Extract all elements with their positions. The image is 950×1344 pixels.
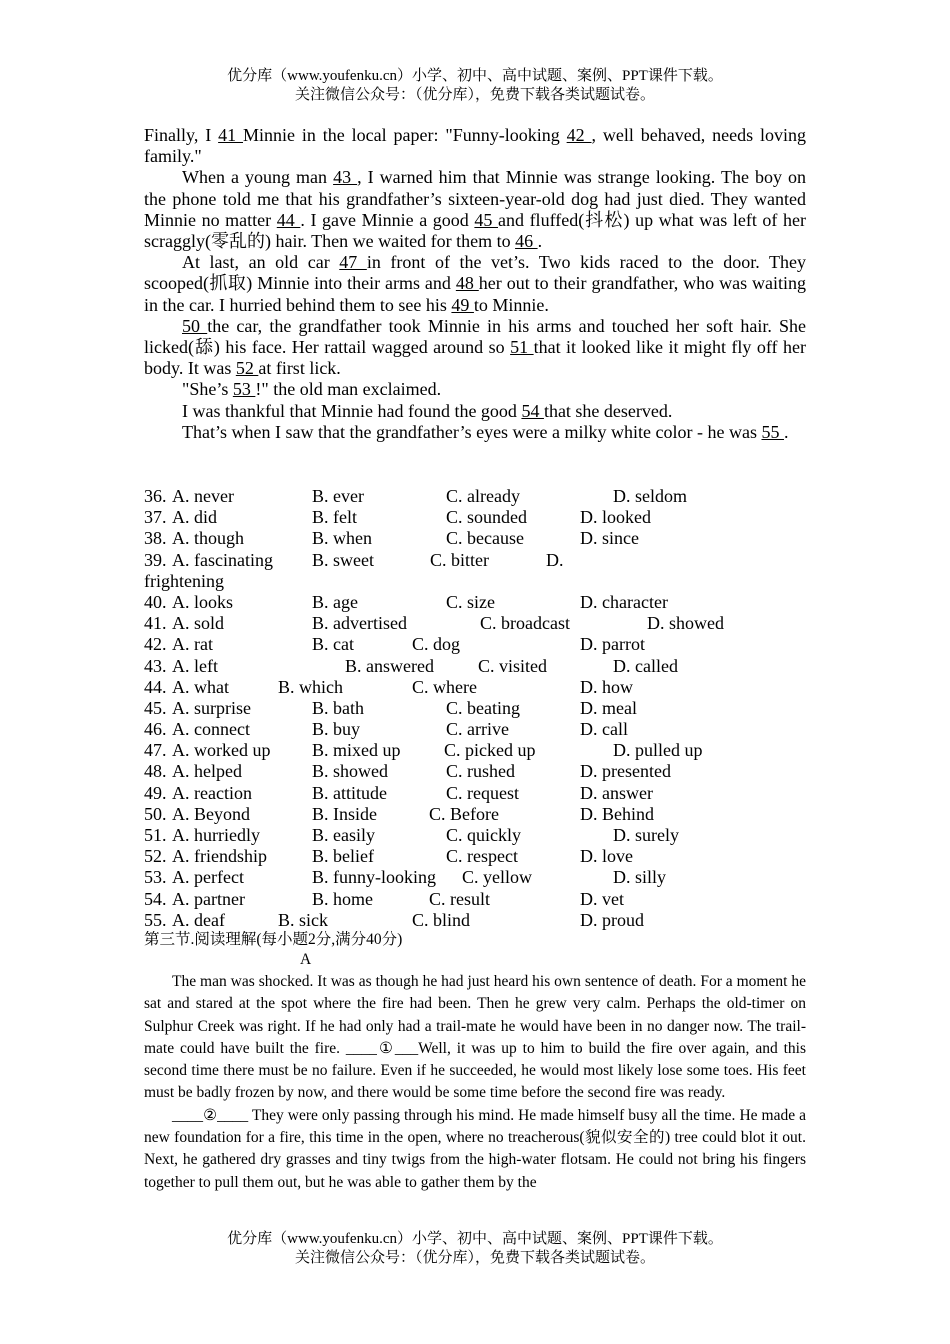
story-text: to Minnie. [473, 294, 549, 315]
option-d: D. meal [580, 697, 637, 718]
story-text: , well behaved, needs loving family." [144, 125, 807, 167]
question-number: 52. [144, 846, 167, 867]
option-c: C. dog [412, 634, 461, 655]
blank-42: 42 [566, 125, 592, 145]
option-c: C. already [446, 486, 520, 506]
blank-51: 51 [510, 337, 534, 358]
question-row [144, 761, 806, 782]
question-number: 54. [144, 888, 167, 909]
blank-46: 46 [515, 231, 538, 252]
option-c: C. picked up [444, 740, 536, 761]
option-c: C. broadcast [480, 613, 570, 634]
option-b: B. age [312, 591, 358, 612]
story-text: I was thankful that Minnie had found the good [182, 400, 522, 421]
passage-paragraph-2 [144, 1105, 806, 1194]
option-c: C. where [412, 676, 477, 697]
story-text: !" the old man exclaimed. [255, 379, 442, 400]
passage-text: Well, it was up to him to build the fire over again, and this second time there must be no failure. Even if he succeeded, he would most likely lose some toes. His feet must be badly frozen by now, and there would be some time before the second fire was ready. [144, 1039, 806, 1102]
reading-passage-a [144, 971, 806, 1194]
question-number: 48. [144, 761, 167, 782]
option-d: D. pulled up [613, 740, 703, 761]
question-row-wrap [144, 571, 806, 592]
cloze-story [144, 125, 806, 443]
option-b: B. sweet [312, 549, 374, 570]
blank-45: 45 [474, 209, 498, 230]
option-b: B. which [278, 676, 343, 697]
option-c: C. blind [412, 909, 471, 930]
question-number: 36. [144, 486, 167, 506]
question-row [144, 804, 806, 825]
passage-paragraph-1 [144, 971, 806, 1105]
story-text: and fluffed(抖松) up what was left of her scraggly(零乱的) hair. Then we waited for them to [144, 209, 806, 252]
question-number: 45. [144, 697, 167, 718]
blank-52: 52 [235, 358, 259, 379]
story-paragraph-4 [144, 316, 806, 380]
option-a: A. Beyond [172, 803, 250, 824]
page-header [0, 67, 950, 105]
option-c: C. arrive [446, 719, 509, 740]
option-a: A. left [172, 655, 218, 676]
gap-2: ____②____ [172, 1106, 249, 1124]
option-b: B. attitude [312, 782, 387, 803]
option-d: D. seldom [613, 486, 687, 506]
story-text: her out to their grandfather, who was waiting in the car. I hurried behind them to see his [144, 273, 807, 315]
option-a: A. fascinating [172, 549, 273, 570]
passage-label: A [300, 951, 312, 968]
option-c: C. size [446, 591, 495, 612]
story-text: Minnie in the local paper: "Funny-looking [243, 125, 567, 145]
story-text: that it looked like it might fly off her body. It was [144, 337, 807, 379]
question-row [144, 910, 806, 931]
option-b: B. Inside [312, 803, 377, 824]
question-number: 44. [144, 676, 167, 697]
header-line-2: 关注微信公众号：（优分库），免费下载各类试题试卷。 [294, 87, 655, 103]
question-row [144, 550, 806, 571]
option-d: D. Behind [580, 803, 654, 824]
option-d: D. character [580, 591, 668, 612]
option-c: C. beating [446, 697, 520, 718]
option-d: D. looked [580, 507, 651, 528]
question-number: 47. [144, 740, 167, 761]
question-row [144, 783, 806, 804]
question-row [144, 634, 806, 655]
question-number: 51. [144, 825, 167, 845]
option-a: A. deaf [172, 909, 225, 930]
option-b: B. advertised [312, 613, 407, 634]
option-c: C. quickly [446, 825, 521, 845]
option-c: C. request [446, 782, 519, 803]
story-paragraph-1 [144, 125, 806, 167]
option-c: C. because [446, 528, 524, 549]
option-b: B. bath [312, 697, 364, 718]
question-row [144, 698, 806, 719]
page-footer [0, 1230, 950, 1268]
blank-44: 44 [276, 209, 301, 230]
question-row [144, 889, 806, 910]
gap-1: ____①___ [345, 1039, 419, 1057]
question-number: 55. [144, 909, 167, 930]
blank-53: 53 [232, 379, 256, 400]
option-b: B. answered [345, 655, 434, 676]
question-row [144, 825, 806, 846]
option-a: A. worked up [172, 740, 271, 761]
answer-options [144, 486, 806, 931]
option-a: A. connect [172, 719, 250, 740]
story-paragraph-5 [144, 379, 806, 400]
blank-47: 47 [339, 252, 367, 273]
option-d: D. answer [580, 782, 653, 803]
story-text: "She’s [182, 379, 233, 400]
question-row [144, 507, 806, 528]
blank-43: 43 [333, 167, 358, 188]
option-c: C. visited [478, 655, 548, 676]
story-text: At last, an old car [182, 252, 340, 273]
option-d: D. parrot [580, 634, 645, 655]
option-d: D. surely [613, 825, 679, 845]
option-d: D. presented [580, 761, 671, 782]
option-a: A. sold [172, 613, 225, 634]
story-text: . [537, 231, 543, 252]
story-text: in front of the vet’s. Two kids raced to the door. They scooped(抓取) Minnie into their arms and [144, 252, 806, 294]
option-b: B. funny-looking [312, 867, 436, 888]
option-b: B. when [312, 528, 372, 549]
question-number: 50. [144, 803, 167, 824]
option-b: B. buy [312, 719, 361, 740]
option-c: C. rushed [446, 761, 515, 782]
question-row [144, 486, 806, 507]
blank-41: 41 [218, 125, 243, 145]
question-number: 42. [144, 634, 167, 655]
option-a: A. rat [172, 634, 213, 655]
story-text: When a young man [182, 167, 334, 188]
blank-49: 49 [451, 294, 474, 315]
option-c: C. Before [429, 803, 499, 824]
option-a: A. though [172, 528, 244, 549]
story-paragraph-2 [144, 167, 806, 252]
option-c: C. sounded [446, 507, 527, 528]
option-a: A. perfect [172, 867, 244, 888]
question-number: 41. [144, 613, 167, 634]
question-number: 39. [144, 549, 167, 570]
story-text: , I warned him that Minnie was strange looking. The boy on the phone told me that his grandfather’s sixteen-year-old dog had just died. They wanted Minnie no matter [144, 167, 806, 230]
story-paragraph-6 [144, 401, 806, 422]
option-d: D. called [613, 655, 678, 676]
option-d: D. silly [613, 867, 667, 888]
option-d: D. vet [580, 888, 624, 909]
option-b: B. sick [278, 909, 329, 930]
question-row [144, 613, 806, 634]
story-text: . [783, 421, 789, 442]
question-number: 38. [144, 528, 167, 549]
question-number: 37. [144, 507, 167, 528]
footer-line-2: 关注微信公众号：（优分库），免费下载各类试题试卷。 [294, 1250, 655, 1266]
question-row [144, 677, 806, 698]
story-text: that she deserved. [543, 400, 673, 421]
option-b: B. home [312, 888, 373, 909]
story-paragraph-3 [144, 252, 806, 316]
question-number: 49. [144, 782, 167, 803]
option-d: D. [546, 549, 564, 570]
option-a: A. partner [172, 888, 245, 909]
story-text: the car, the grandfather took Minnie in his arms and touched her soft hair. She licked(舔) his face. Her rattail wagged around so [144, 315, 807, 358]
option-a: A. what [172, 676, 229, 697]
option-a: A. friendship [172, 846, 267, 867]
question-row [144, 528, 806, 549]
blank-54: 54 [521, 400, 544, 421]
question-number: 40. [144, 591, 167, 612]
passage-text: They were only passing through his mind. He made himself busy all the time. He made a new foundation for a fire, this time in the open, where no treacherous(貌似安全的) tree could blot it out. Next, he gathered dry grasses and tiny twigs from the high-water flotsam. He could not bring his fingers together to pull them out, but he was able to gather them by the [144, 1106, 806, 1191]
question-row [144, 740, 806, 761]
story-text: Finally, I [144, 125, 219, 145]
option-a: A. helped [172, 761, 242, 782]
section-title: 第三节.阅读理解(每小题2分,满分40分) [144, 931, 403, 948]
question-number: 53. [144, 867, 167, 888]
question-row [144, 656, 806, 677]
option-d-wrapped-text: frightening [144, 570, 224, 591]
option-a: A. hurriedly [172, 825, 260, 845]
question-row [144, 846, 806, 867]
question-row [144, 867, 806, 888]
blank-50: 50 [182, 315, 208, 336]
option-d: D. proud [580, 909, 644, 930]
option-a: A. did [172, 507, 217, 528]
footer-line-1: 优分库（www.youfenku.cn）小学、初中、高中试题、案例、PPT课件下载。 [227, 1231, 723, 1247]
story-paragraph-7 [144, 422, 806, 443]
option-b: B. cat [312, 634, 354, 655]
story-text: . I gave Minnie a good [300, 209, 475, 230]
question-number: 43. [144, 655, 167, 676]
option-c: C. yellow [462, 867, 532, 888]
option-b: B. showed [312, 761, 388, 782]
blank-48: 48 [455, 273, 479, 294]
option-d: D. love [580, 846, 633, 867]
question-row [144, 719, 806, 740]
option-b: B. easily [312, 825, 375, 845]
question-row [144, 592, 806, 613]
option-a: A. reaction [172, 782, 252, 803]
option-a: A. surprise [172, 697, 251, 718]
passage-text: The man was shocked. It was as though he had just heard his own sentence of death. For a moment he sat and stared at the spot where the fire had been. Then he grew very calm. Perhaps the old-timer on Sulphur Creek was right. If he had only had a trail-mate he would have been in no danger now. The trail-mate could have built the fire. [144, 973, 806, 1057]
option-c: C. respect [446, 846, 518, 867]
option-b: B. ever [312, 486, 364, 506]
option-b: B. mixed up [312, 740, 401, 761]
option-a: A. looks [172, 591, 234, 612]
option-d: D. showed [647, 613, 724, 634]
option-b: B. felt [312, 507, 357, 528]
option-c: C. result [429, 888, 490, 909]
header-line-1: 优分库（www.youfenku.cn）小学、初中、高中试题、案例、PPT课件下载。 [227, 68, 723, 84]
question-number: 46. [144, 719, 167, 740]
blank-55: 55 [761, 421, 784, 442]
story-text: at first lick. [258, 358, 341, 379]
option-d: D. call [580, 719, 628, 740]
option-d: D. how [580, 676, 633, 697]
option-d: D. since [580, 528, 639, 549]
option-a: A. never [172, 486, 234, 506]
option-b: B. belief [312, 846, 374, 867]
story-text: That’s when I saw that the grandfather’s eyes were a milky white color - he was [182, 421, 762, 442]
option-c: C. bitter [430, 549, 489, 570]
